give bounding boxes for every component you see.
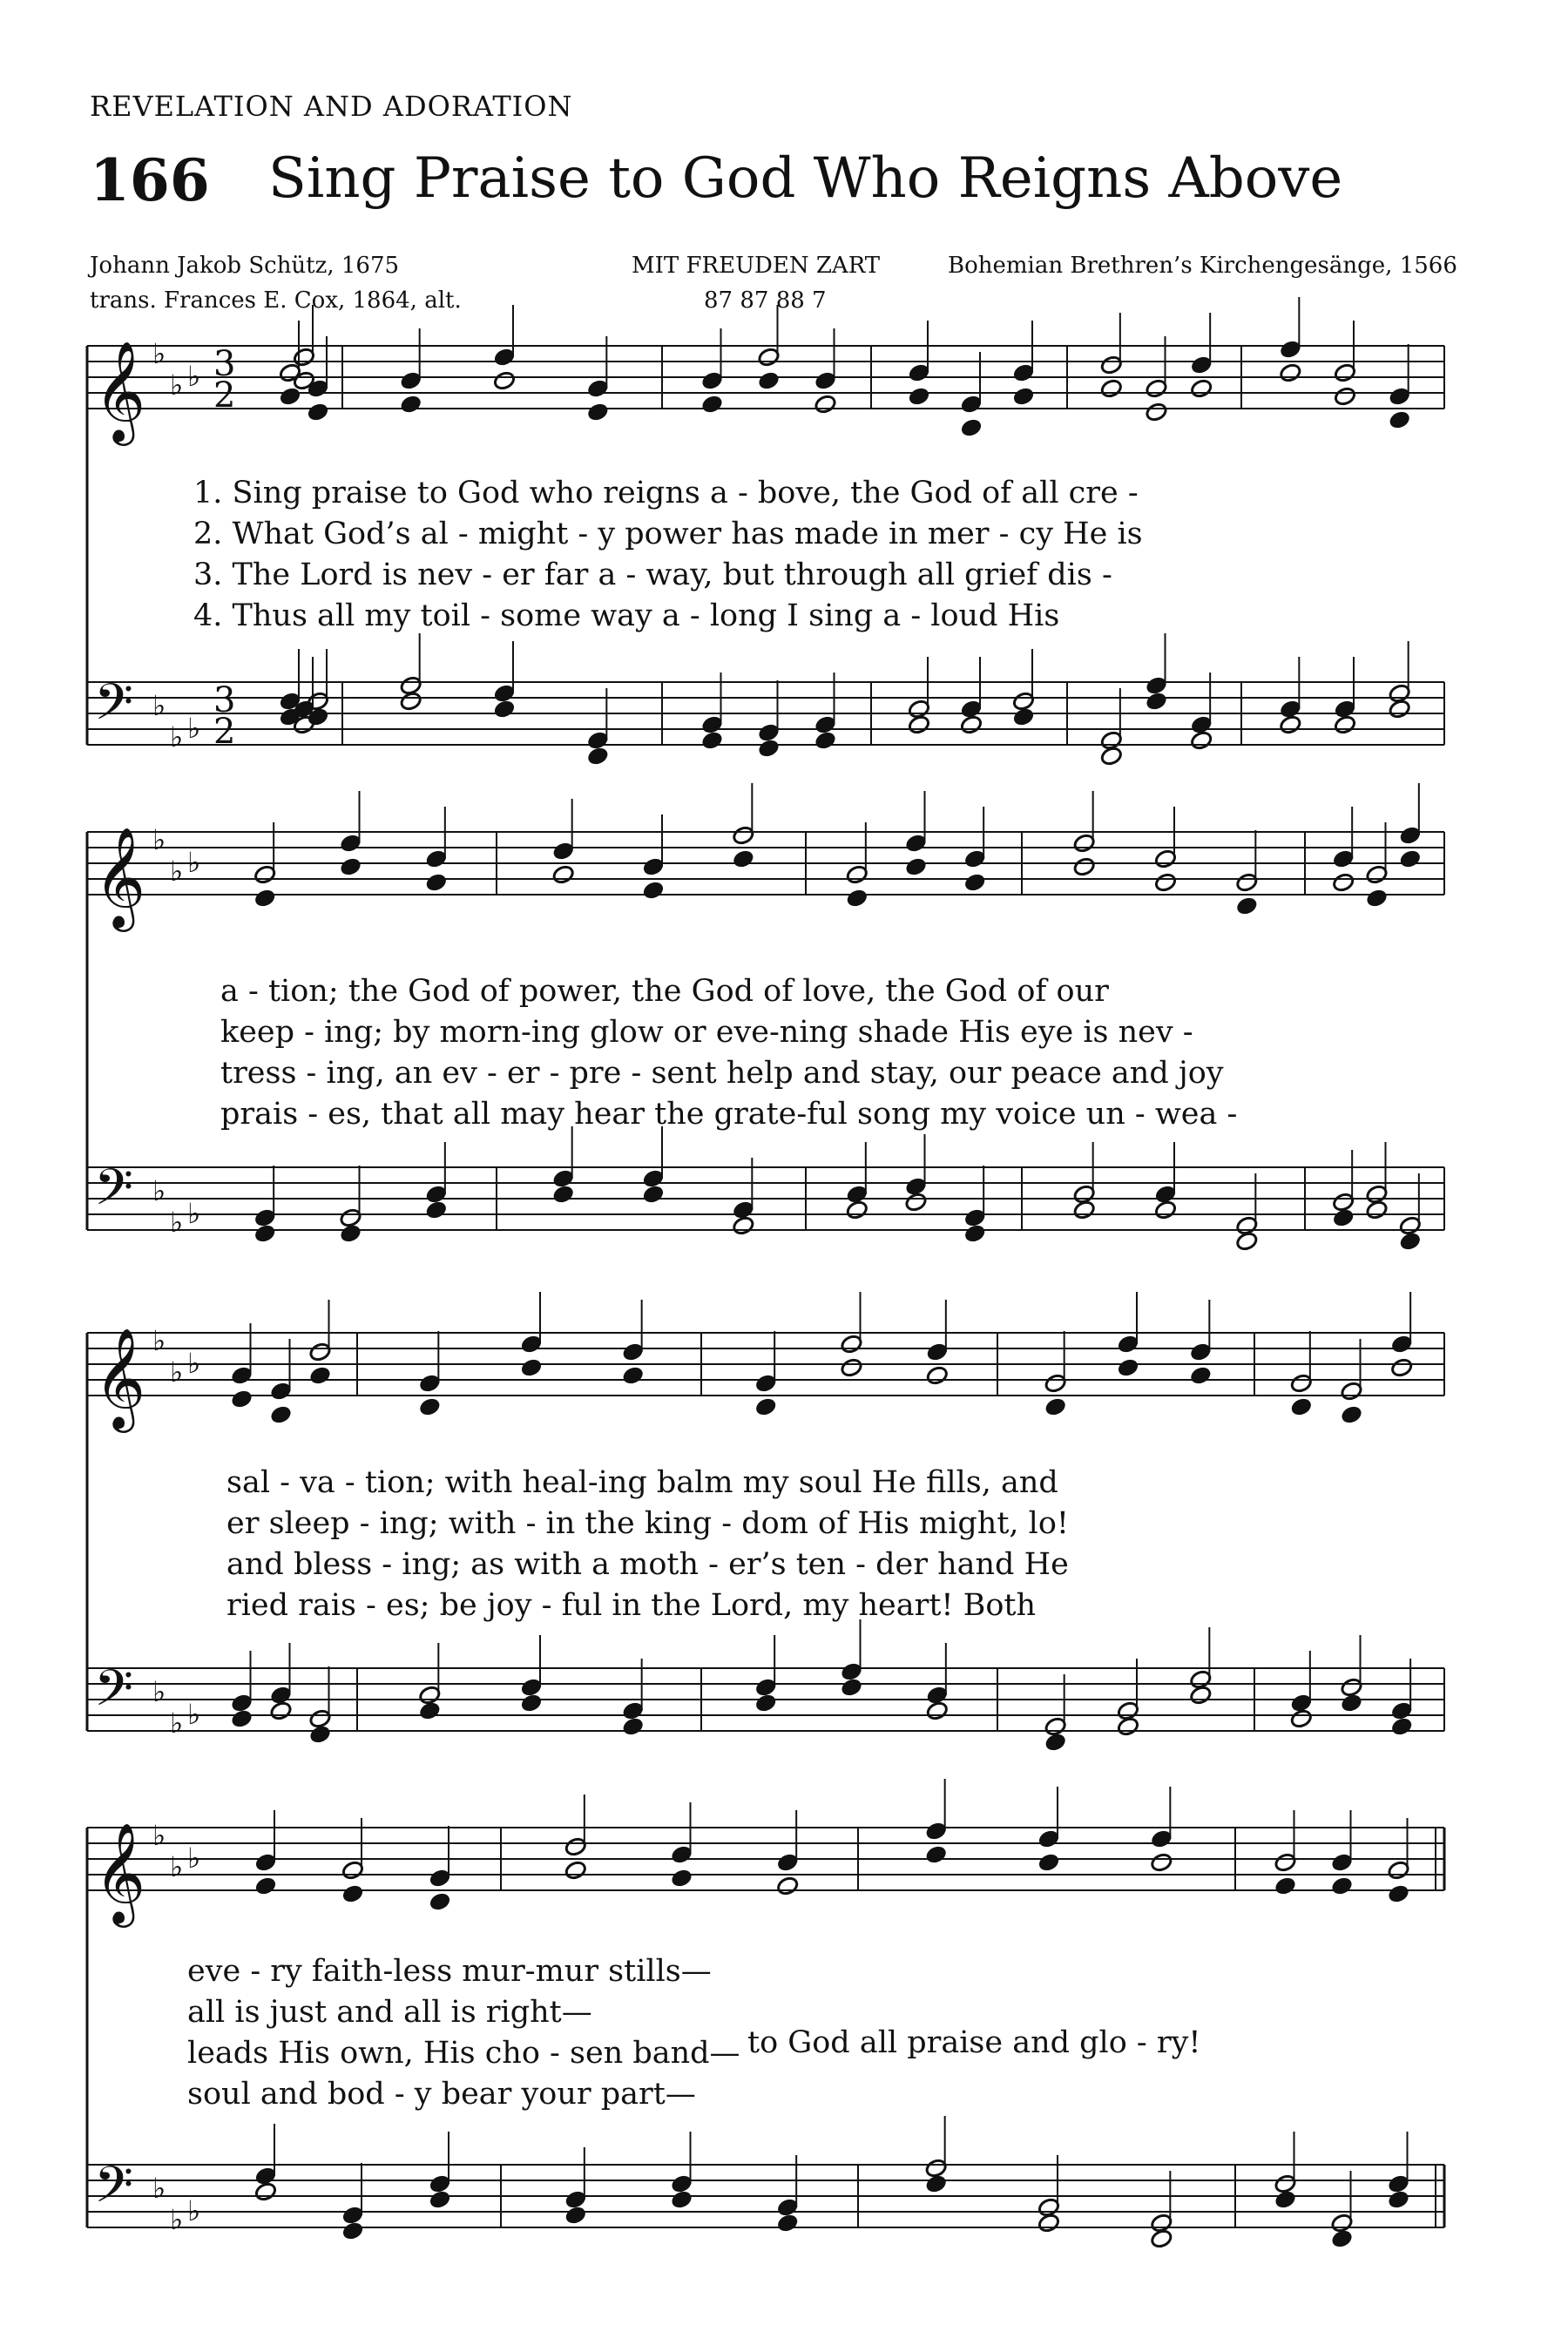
- svg-text:𝄞: 𝄞: [94, 1327, 146, 1429]
- svg-text:♭: ♭: [187, 846, 201, 879]
- svg-text:♭: ♭: [152, 337, 166, 370]
- svg-text:𝄢: 𝄢: [94, 1158, 134, 1229]
- svg-text:𝄞: 𝄞: [94, 1821, 146, 1923]
- system1-verse2: 2. What God’s al - might - y power has made in mer - cy He is: [193, 517, 1143, 551]
- svg-text:𝄢: 𝄢: [94, 2155, 134, 2227]
- svg-text:♭: ♭: [187, 712, 201, 745]
- system2-verse1: a - tion; the God of power, the God of love, the God of our: [220, 974, 1109, 1009]
- svg-text:♭: ♭: [152, 1324, 166, 1357]
- svg-text:♭: ♭: [152, 689, 166, 722]
- svg-text:♭: ♭: [187, 1842, 201, 1875]
- svg-text:♭: ♭: [187, 360, 201, 393]
- svg-text:𝄢: 𝄢: [94, 1659, 134, 1730]
- system4-verse3: leads His own, His cho - sen band—: [187, 2036, 740, 2071]
- system1-verse4: 4. Thus all my toil - some way a - long I sing a - loud His: [193, 598, 1060, 633]
- svg-text:♭: ♭: [187, 2194, 201, 2227]
- svg-text:𝄢: 𝄢: [94, 672, 134, 744]
- svg-text:♭: ♭: [170, 2203, 184, 2236]
- system2-verse4: prais - es, that all may hear the grate-ful song my voice un - wea -: [220, 1097, 1238, 1132]
- svg-text:♭: ♭: [170, 1850, 184, 1883]
- translator-credit: trans. Frances E. Cox, 1864, alt.: [90, 287, 462, 314]
- system4-verse1: eve - ry faith-less mur-mur stills—: [187, 1954, 712, 1989]
- hymn-number: 166: [90, 146, 210, 214]
- svg-text:♭: ♭: [187, 1347, 201, 1380]
- svg-text:♭: ♭: [170, 720, 184, 754]
- svg-text:♭: ♭: [152, 1174, 166, 1207]
- svg-text:♭: ♭: [170, 1206, 184, 1239]
- svg-text:𝄞: 𝄞: [94, 826, 146, 928]
- svg-text:3: 3: [213, 344, 236, 384]
- svg-text:2: 2: [213, 712, 236, 752]
- tune-source: Bohemian Brethren’s Kirchengesänge, 1566: [948, 253, 1457, 279]
- svg-text:𝄞: 𝄞: [94, 340, 146, 442]
- system1-verse3: 3. The Lord is nev - er far a - way, but through all grief dis -: [193, 558, 1112, 592]
- svg-text:♭: ♭: [170, 855, 184, 888]
- svg-text:♭: ♭: [187, 1698, 201, 1731]
- system3-verse4: ried rais - es; be joy - ful in the Lord, my heart! Both: [226, 1588, 1037, 1623]
- system3-verse1: sal - va - tion; with heal-ing balm my soul He fills, and: [226, 1465, 1058, 1500]
- svg-text:♭: ♭: [152, 823, 166, 856]
- system3-verse3: and bless - ing; as with a moth - er’s ten - der hand He: [226, 1547, 1069, 1582]
- system4-refrain: to God all praise and glo - ry!: [747, 2025, 1201, 2060]
- section-heading: REVELATION AND ADORATION: [90, 90, 573, 123]
- system4-verse4: soul and bod - y bear your part—: [187, 2077, 696, 2112]
- meter: 87 87 88 7: [704, 287, 827, 314]
- svg-text:♭: ♭: [152, 1819, 166, 1852]
- system2-verse3: tress - ing, an ev - er - pre - sent help and stay, our peace and joy: [220, 1056, 1224, 1091]
- svg-text:♭: ♭: [170, 1355, 184, 1389]
- author-credit: Johann Jakob Schütz, 1675: [90, 253, 400, 279]
- svg-text:♭: ♭: [152, 1675, 166, 1708]
- svg-text:3: 3: [213, 680, 236, 720]
- svg-text:♭: ♭: [170, 368, 184, 402]
- system1-verse1: 1. Sing praise to God who reigns a - bove, the God of all cre -: [193, 476, 1139, 510]
- svg-text:♭: ♭: [187, 1197, 201, 1230]
- svg-text:2: 2: [213, 375, 236, 416]
- system2-verse2: keep - ing; by morn-ing glow or eve-ning shade His eye is nev -: [220, 1015, 1193, 1050]
- hymn-title: Sing Praise to God Who Reigns Above: [268, 146, 1343, 211]
- svg-text:♭: ♭: [170, 1707, 184, 1740]
- svg-text:♭: ♭: [152, 2172, 166, 2205]
- tune-name: MIT FREUDEN ZART: [632, 253, 881, 279]
- system4-verse2: all is just and all is right—: [187, 1995, 592, 2030]
- system3-verse2: er sleep - ing; with - in the king - dom of His might, lo!: [226, 1506, 1069, 1541]
